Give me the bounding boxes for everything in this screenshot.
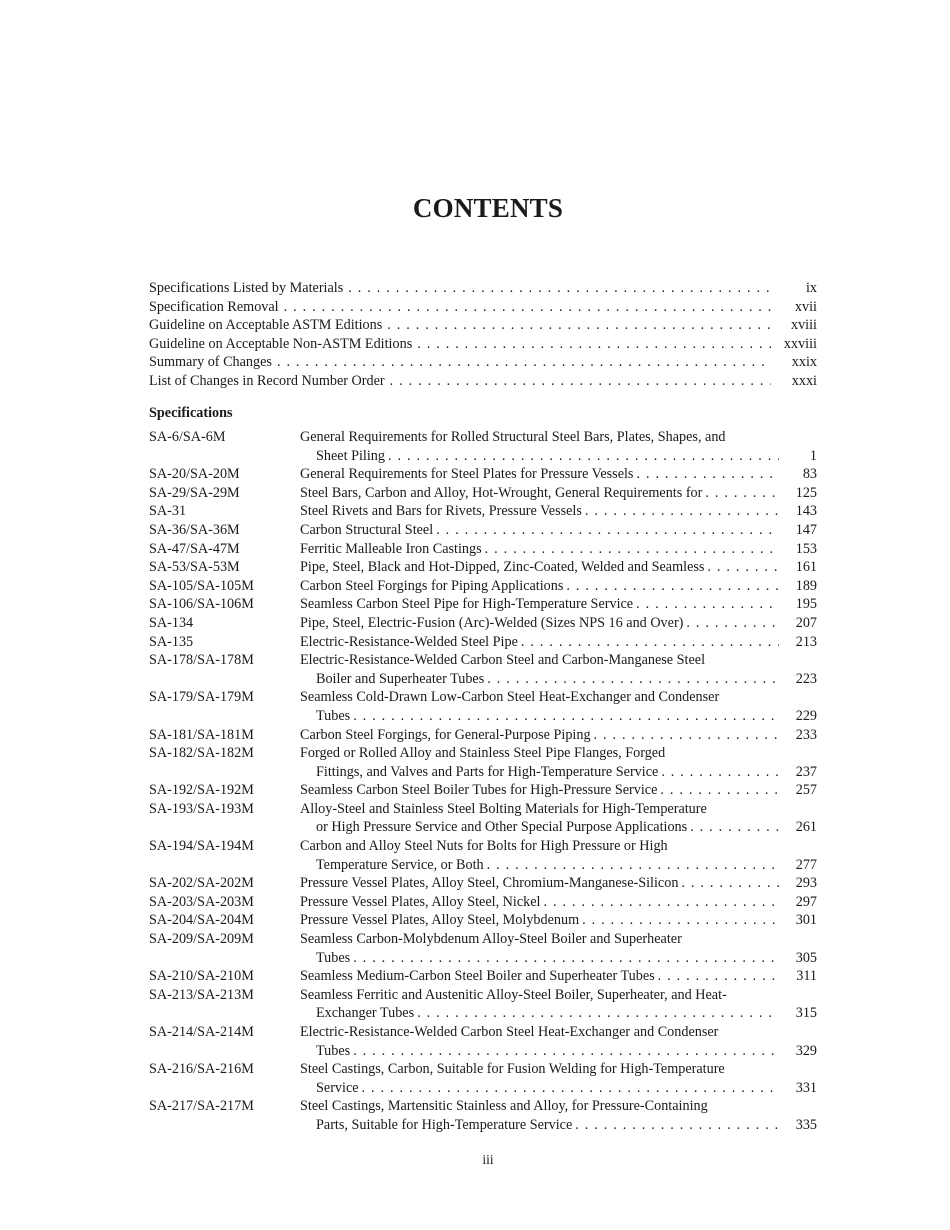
toc-entry[interactable] — [149, 372, 817, 391]
dot-leader — [390, 372, 771, 391]
spec-title-last-line — [300, 521, 817, 540]
dot-leader — [660, 781, 779, 800]
spec-page-number: 195 — [795, 596, 817, 613]
spec-description — [300, 800, 817, 837]
dot-leader — [582, 911, 779, 930]
dot-leader — [417, 335, 771, 354]
spec-title-last-line — [300, 633, 817, 652]
specifications-list — [149, 428, 817, 1135]
spec-title-text: Pressure Vessel Plates, Alloy Steel, Chromium-Manganese-Silicon — [300, 875, 679, 892]
dot-leader — [707, 558, 779, 577]
page-number: iii — [482, 1152, 494, 1167]
spec-title-last-line — [300, 447, 817, 466]
spec-title-line: Steel Castings, Martensitic Stainless and Alloy, for Pressure-Containing — [300, 1098, 708, 1115]
spec-description — [300, 1097, 817, 1134]
spec-description — [300, 521, 817, 540]
spec-designation: SA-47/SA-47M — [149, 540, 240, 557]
spec-page-number: 297 — [795, 893, 817, 910]
spec-description — [300, 502, 817, 521]
spec-title-last-line — [300, 911, 817, 930]
dot-leader — [388, 447, 779, 466]
spec-page-number: 257 — [795, 782, 817, 799]
spec-page-number: 153 — [795, 540, 817, 557]
spec-title-last-line — [300, 670, 817, 689]
spec-page-number: 305 — [795, 949, 817, 966]
dot-leader — [661, 763, 779, 782]
spec-title-last-line — [300, 781, 817, 800]
spec-description — [300, 893, 817, 912]
spec-description — [300, 540, 817, 559]
dot-leader — [284, 298, 771, 317]
spec-page-number: 213 — [795, 633, 817, 650]
spec-title-last-line — [300, 893, 817, 912]
spec-title-last-line — [300, 763, 817, 782]
spec-title-last-line — [300, 558, 817, 577]
front-matter-list — [149, 279, 817, 391]
dot-leader — [353, 949, 779, 968]
spec-title-text: Tubes — [316, 949, 351, 966]
spec-page-number: 301 — [795, 912, 817, 929]
spec-title-text: Tubes — [316, 707, 351, 724]
spec-designation: SA-135 — [149, 633, 194, 650]
spec-description — [300, 428, 817, 465]
spec-page-number: 335 — [795, 1116, 817, 1133]
spec-page-number: 161 — [795, 559, 817, 576]
spec-entry[interactable] — [149, 911, 817, 930]
spec-title-last-line — [300, 614, 817, 633]
spec-page-number: 143 — [795, 503, 817, 520]
spec-description — [300, 837, 817, 874]
dot-leader — [387, 316, 771, 335]
spec-title-last-line — [300, 1116, 817, 1135]
spec-title-text: Pressure Vessel Plates, Alloy Steel, Nickel — [300, 893, 541, 910]
spec-entry[interactable] — [149, 874, 817, 893]
spec-title-text: Fittings, and Valves and Parts for High-Temperature Service — [316, 763, 659, 780]
spec-title-last-line — [300, 874, 817, 893]
spec-title-text: Steel Bars, Carbon and Alloy, Hot-Wrought, General Requirements for — [300, 484, 703, 501]
dot-leader — [348, 279, 771, 298]
spec-page-number: 311 — [796, 968, 817, 985]
dot-leader — [362, 1079, 779, 1098]
spec-entry[interactable] — [149, 986, 817, 1023]
spec-page-number: 315 — [795, 1005, 817, 1022]
page-title: CONTENTS — [412, 193, 564, 223]
spec-page-number: 207 — [795, 614, 817, 631]
spec-page-number: 331 — [795, 1079, 817, 1096]
spec-description — [300, 577, 817, 596]
spec-title-last-line — [300, 1079, 817, 1098]
spec-page-number: 277 — [795, 856, 817, 873]
dot-leader — [566, 577, 779, 596]
spec-description — [300, 633, 817, 652]
spec-title-text: Carbon Structural Steel — [300, 521, 434, 538]
spec-page-number: 261 — [795, 819, 817, 836]
spec-description — [300, 744, 817, 781]
spec-title-text: Tubes — [316, 1042, 351, 1059]
spec-page-number: 189 — [795, 577, 817, 594]
toc-entry[interactable] — [149, 316, 817, 335]
spec-designation: SA-105/SA-105M — [149, 577, 254, 594]
spec-title-line: Seamless Carbon-Molybdenum Alloy-Steel Boiler and Superheater — [300, 931, 682, 948]
spec-title-text: Ferritic Malleable Iron Castings — [300, 540, 482, 557]
spec-title-text: Pressure Vessel Plates, Alloy Steel, Molybdenum — [300, 912, 580, 929]
spec-designation: SA-178/SA-178M — [149, 652, 254, 669]
dot-leader — [585, 502, 779, 521]
spec-designation: SA-210/SA-210M — [149, 968, 254, 985]
spec-entry[interactable] — [149, 930, 817, 967]
spec-entry[interactable] — [149, 484, 817, 503]
spec-entry[interactable] — [149, 502, 817, 521]
toc-entry-title: Specifications Listed by Materials — [149, 280, 344, 296]
dot-leader — [575, 1116, 779, 1135]
spec-designation: SA-209/SA-209M — [149, 931, 254, 948]
toc-entry[interactable] — [149, 298, 817, 317]
toc-entry-title: Specification Removal — [149, 298, 279, 315]
spec-title-last-line — [300, 577, 817, 596]
dot-leader — [636, 595, 779, 614]
spec-page-number: 125 — [795, 484, 817, 501]
spec-title-last-line — [300, 1004, 817, 1023]
dot-leader — [690, 818, 779, 837]
spec-description — [300, 967, 817, 986]
dot-leader — [353, 707, 779, 726]
spec-title-line: Electric-Resistance-Welded Carbon Steel Heat-Exchanger and Condenser — [300, 1024, 719, 1040]
spec-designation: SA-217/SA-217M — [149, 1098, 254, 1115]
dot-leader — [594, 726, 779, 745]
spec-title-line: Alloy-Steel and Stainless Steel Bolting Materials for High-Temperature — [300, 800, 707, 817]
spec-title-last-line — [300, 1042, 817, 1061]
toc-entry-page: xvii — [794, 298, 817, 315]
spec-title-line: Seamless Cold-Drawn Low-Carbon Steel Heat-Exchanger and Condenser — [300, 689, 720, 706]
spec-title-text: Seamless Medium-Carbon Steel Boiler and Superheater Tubes — [300, 968, 655, 985]
spec-designation: SA-204/SA-204M — [149, 912, 254, 929]
toc-entry-page: ix — [805, 280, 817, 296]
spec-designation: SA-182/SA-182M — [149, 745, 254, 762]
spec-page-number: 329 — [795, 1042, 817, 1059]
spec-title-last-line — [300, 726, 817, 745]
spec-title-text: Pipe, Steel, Electric-Fusion (Arc)-Welded (Sizes NPS 16 and Over) — [300, 614, 684, 631]
spec-title-last-line — [300, 595, 817, 614]
spec-designation: SA-29/SA-29M — [149, 484, 240, 501]
toc-entry[interactable] — [149, 279, 817, 298]
dot-leader — [417, 1004, 779, 1023]
spec-entry[interactable] — [149, 577, 817, 596]
dot-leader — [436, 521, 779, 540]
toc-entry-title: List of Changes in Record Number Order — [149, 372, 385, 389]
spec-title-text: Exchanger Tubes — [316, 1005, 415, 1022]
dot-leader — [485, 540, 779, 559]
spec-title-last-line — [300, 856, 817, 875]
spec-page-number: 147 — [795, 521, 817, 538]
spec-description — [300, 651, 817, 688]
spec-designation: SA-213/SA-213M — [149, 986, 254, 1003]
spec-description — [300, 874, 817, 893]
spec-title-text: Steel Rivets and Bars for Rivets, Pressure Vessels — [300, 503, 582, 520]
spec-entry[interactable] — [149, 893, 817, 912]
spec-title-line: Carbon and Alloy Steel Nuts for Bolts for High Pressure or High — [300, 838, 668, 855]
dot-leader — [544, 893, 780, 912]
spec-entry[interactable] — [149, 558, 817, 577]
spec-description — [300, 930, 817, 967]
spec-title-text: General Requirements for Steel Plates for Pressure Vessels — [300, 466, 634, 483]
spec-title-line: Steel Castings, Carbon, Suitable for Fusion Welding for High-Temperature — [300, 1061, 725, 1078]
spec-entry[interactable] — [149, 800, 817, 837]
spec-entry[interactable] — [149, 1097, 817, 1134]
toc-entry[interactable] — [149, 353, 817, 372]
spec-title-last-line — [300, 502, 817, 521]
spec-title-text: Seamless Carbon Steel Pipe for High-Temperature Service — [300, 596, 634, 613]
toc-entry[interactable] — [149, 335, 817, 354]
spec-page-number: 229 — [795, 707, 817, 724]
spec-description — [300, 595, 817, 614]
dot-leader — [277, 353, 771, 372]
spec-entry[interactable] — [149, 1060, 817, 1097]
spec-title-line: Forged or Rolled Alloy and Stainless Steel Pipe Flanges, Forged — [300, 745, 666, 762]
dot-leader — [705, 484, 779, 503]
spec-designation: SA-203/SA-203M — [149, 893, 254, 910]
spec-title-last-line — [300, 818, 817, 837]
spec-designation: SA-106/SA-106M — [149, 596, 254, 613]
spec-title-last-line — [300, 707, 817, 726]
spec-description — [300, 558, 817, 577]
spec-designation: SA-53/SA-53M — [149, 559, 240, 576]
spec-designation: SA-214/SA-214M — [149, 1024, 254, 1040]
spec-designation: SA-192/SA-192M — [149, 782, 254, 799]
spec-description — [300, 1060, 817, 1097]
spec-title-last-line — [300, 967, 817, 986]
dot-leader — [686, 614, 779, 633]
dot-leader — [636, 465, 779, 484]
dot-leader — [353, 1042, 779, 1061]
spec-designation: SA-193/SA-193M — [149, 800, 254, 817]
spec-entry[interactable] — [149, 651, 817, 688]
dot-leader — [658, 967, 779, 986]
spec-page-number: 83 — [802, 466, 817, 483]
spec-page-number: 237 — [795, 763, 817, 780]
spec-title-text: Electric-Resistance-Welded Steel Pipe — [300, 633, 518, 650]
spec-description — [300, 1023, 817, 1060]
spec-title-text: or High Pressure Service and Other Special Purpose Applications — [316, 819, 688, 836]
spec-description — [300, 484, 817, 503]
spec-title-line: Seamless Ferritic and Austenitic Alloy-Steel Boiler, Superheater, and Heat- — [300, 986, 727, 1003]
spec-description — [300, 781, 817, 800]
spec-designation: SA-31 — [149, 503, 187, 520]
toc-entry-page: xxxi — [791, 372, 817, 389]
spec-title-text: Parts, Suitable for High-Temperature Service — [316, 1116, 573, 1133]
spec-description — [300, 986, 817, 1023]
spec-entry[interactable] — [149, 781, 817, 800]
spec-title-text: Carbon Steel Forgings, for General-Purpose Piping — [300, 726, 591, 743]
spec-page-number: 223 — [795, 670, 817, 687]
spec-entry[interactable] — [149, 744, 817, 781]
spec-entry[interactable] — [149, 595, 817, 614]
spec-title-last-line — [300, 540, 817, 559]
spec-entry[interactable] — [149, 967, 817, 986]
toc-entry-title: Guideline on Acceptable ASTM Editions — [149, 317, 383, 334]
spec-title-text: Boiler and Superheater Tubes — [316, 670, 485, 687]
spec-title-text: Temperature Service, or Both — [316, 856, 484, 873]
spec-page-number: 293 — [795, 875, 817, 892]
spec-designation: SA-216/SA-216M — [149, 1061, 254, 1078]
spec-description — [300, 911, 817, 930]
spec-entry[interactable] — [149, 614, 817, 633]
spec-title-last-line — [300, 465, 817, 484]
toc-entry-title: Guideline on Acceptable Non-ASTM Editions — [149, 335, 413, 352]
spec-designation: SA-20/SA-20M — [149, 466, 240, 483]
spec-title-last-line — [300, 484, 817, 503]
spec-title-text: Pipe, Steel, Black and Hot-Dipped, Zinc-Coated, Welded and Seamless — [300, 559, 705, 576]
spec-title-text: Carbon Steel Forgings for Piping Applications — [300, 577, 564, 594]
spec-designation: SA-6/SA-6M — [149, 429, 226, 445]
spec-designation: SA-36/SA-36M — [149, 521, 240, 538]
spec-designation: SA-202/SA-202M — [149, 875, 254, 892]
dot-leader — [521, 633, 779, 652]
toc-entry-page: xviii — [790, 317, 817, 334]
spec-entry[interactable] — [149, 688, 817, 725]
dot-leader — [681, 874, 779, 893]
toc-entry-page: xxix — [791, 354, 817, 371]
spec-entry[interactable] — [149, 540, 817, 559]
spec-title-text: Service — [316, 1079, 359, 1096]
spec-title-line: General Requirements for Rolled Structural Steel Bars, Plates, Shapes, and — [300, 429, 726, 445]
spec-entry[interactable] — [149, 726, 817, 745]
spec-description — [300, 465, 817, 484]
spec-title-line: Electric-Resistance-Welded Carbon Steel and Carbon-Manganese Steel — [300, 652, 706, 669]
spec-title-text: Seamless Carbon Steel Boiler Tubes for High-Pressure Service — [300, 782, 658, 799]
spec-designation: SA-194/SA-194M — [149, 838, 254, 855]
spec-entry[interactable] — [149, 1023, 817, 1060]
spec-title-text: Sheet Piling — [316, 447, 385, 464]
spec-entry[interactable] — [149, 465, 817, 484]
spec-entry[interactable] — [149, 633, 817, 652]
specifications-heading: Specifications — [149, 405, 233, 421]
spec-designation: SA-181/SA-181M — [149, 726, 254, 743]
spec-page-number: 233 — [795, 726, 817, 743]
spec-entry[interactable] — [149, 521, 817, 540]
spec-designation: SA-134 — [149, 614, 194, 631]
toc-entry-page: xxviii — [783, 335, 817, 352]
spec-designation: SA-179/SA-179M — [149, 689, 254, 706]
dot-leader — [487, 856, 779, 875]
dot-leader — [487, 670, 779, 689]
spec-description — [300, 726, 817, 745]
spec-page-number: 1 — [809, 447, 817, 464]
toc-entry-title: Summary of Changes — [149, 354, 272, 371]
spec-entry[interactable] — [149, 837, 817, 874]
spec-description — [300, 688, 817, 725]
spec-description — [300, 614, 817, 633]
spec-entry[interactable] — [149, 428, 817, 465]
spec-title-last-line — [300, 949, 817, 968]
